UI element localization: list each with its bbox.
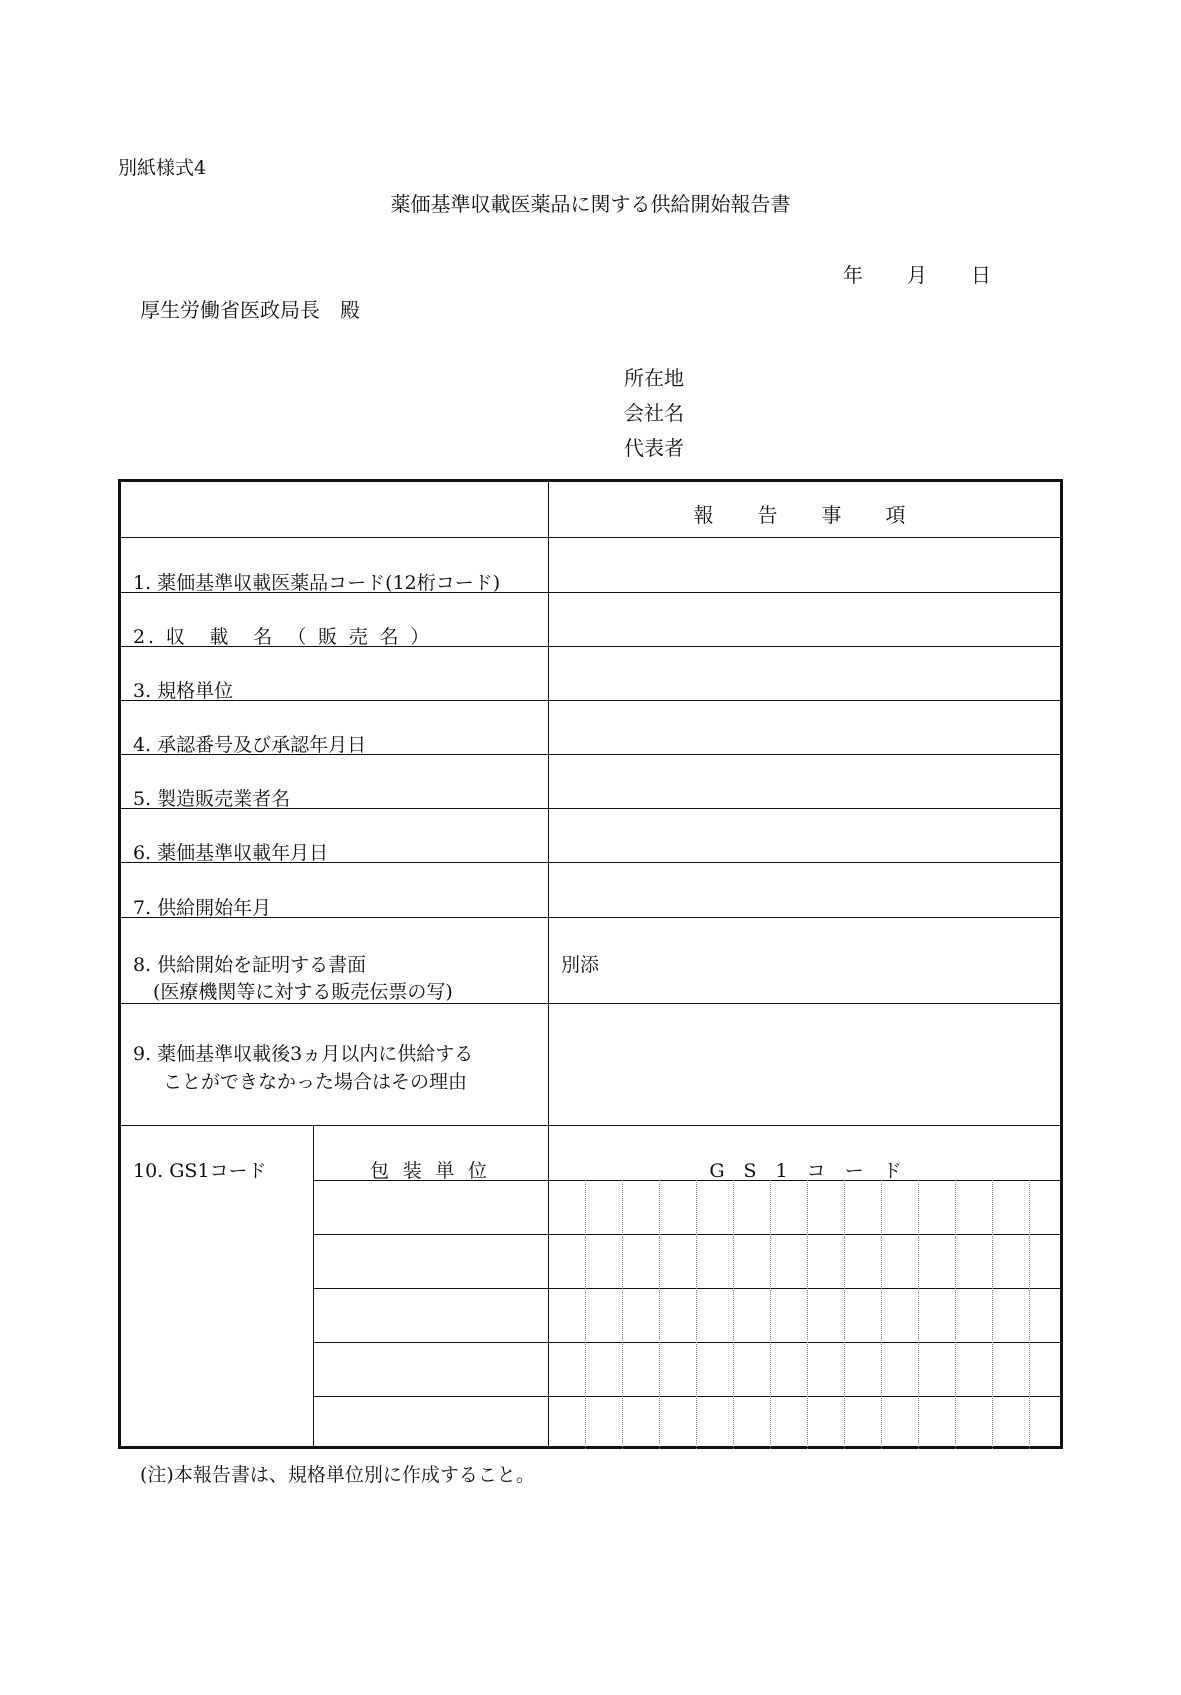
gs1-row-divider bbox=[313, 1396, 1063, 1397]
row-divider bbox=[121, 1125, 1063, 1126]
column-divider bbox=[548, 482, 549, 1449]
addressee: 厚生労働省医政局長 殿 bbox=[140, 298, 360, 322]
date-day: 日 bbox=[971, 263, 991, 287]
date-line bbox=[843, 259, 991, 288]
proof-document-value: 別添 bbox=[561, 954, 600, 976]
row-divider bbox=[121, 700, 1063, 701]
row-label-delay-reason: 9. 薬価基準収載後3ヵ月以内に供給する bbox=[133, 1043, 474, 1065]
row-label-supply-start: 7. 供給開始年月 bbox=[133, 897, 272, 919]
sender-representative-label: 代表者 bbox=[624, 436, 684, 460]
report-items-header: 報 告 事 項 bbox=[693, 503, 918, 527]
row-label-proof-document: 8. 供給開始を証明する書面 bbox=[133, 954, 367, 976]
gs1-code-label: 10. GS1コード bbox=[133, 1160, 267, 1182]
gs1-row-divider bbox=[313, 1288, 1063, 1289]
row-label-manufacturer: 5. 製造販売業者名 bbox=[133, 788, 291, 810]
row-label-drug-code: 1. 薬価基準収載医薬品コード(12桁コード) bbox=[133, 572, 501, 594]
row-label-delay-reason-cont: ことができなかった場合はその理由 bbox=[163, 1071, 468, 1093]
footnote: (注)本報告書は、規格単位別に作成すること。 bbox=[140, 1464, 535, 1486]
row-label-approval: 4. 承認番号及び承認年月日 bbox=[133, 734, 367, 756]
sender-address-label: 所在地 bbox=[624, 366, 684, 390]
row-label-listing-date: 6. 薬価基準収載年月日 bbox=[133, 842, 329, 864]
row-label-listed-name: 2. 収 載 名 （ 販 売 名 ） bbox=[133, 626, 433, 648]
sender-company-label: 会社名 bbox=[624, 401, 684, 425]
package-unit-header: 包 装 単 位 bbox=[370, 1160, 491, 1182]
report-table bbox=[118, 479, 1063, 1449]
form-label: 別紙様式4 bbox=[118, 157, 207, 179]
gs1-code-header: G S 1 コ ー ド bbox=[709, 1160, 902, 1182]
gs1-row-divider bbox=[313, 1234, 1063, 1235]
date-year: 年 bbox=[843, 263, 863, 287]
document-title: 薬価基準収載医薬品に関する供給開始報告書 bbox=[390, 192, 791, 216]
row-label-strength-unit: 3. 規格単位 bbox=[133, 680, 234, 702]
row-divider bbox=[121, 537, 1063, 538]
row-label-proof-document-note: (医療機関等に対する販売伝票の写) bbox=[153, 981, 453, 1003]
date-month: 月 bbox=[907, 263, 927, 287]
gs1-row-divider bbox=[313, 1342, 1063, 1343]
